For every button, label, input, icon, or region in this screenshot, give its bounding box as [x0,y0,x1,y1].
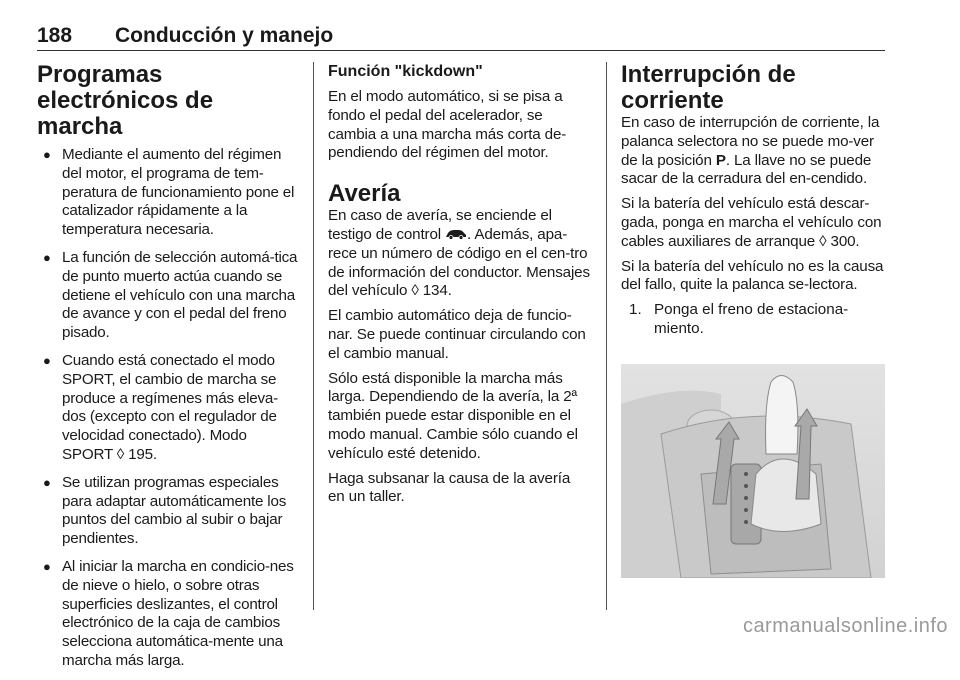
column-kickdown-fault [328,62,590,513]
bullet-icon: ● [43,558,51,574]
averia-heading: Avería [328,180,401,208]
power-paragraph: Si la batería del vehículo no es la causa del fallo, quite la palanca se-lectora. [621,257,884,294]
list-item: ● La función de selección automá-tica de punto muerto actúa cuando se detiene el vehículo con una marcha de avance y con el pedal del freno pisado. [43,248,298,342]
bullet-list [37,146,299,671]
list-item: ● Al iniciar la marcha en condicio-nes de nieve o hielo, o sobre otras superficies deslizantes, el control electrónico de la caja de cambios selecciona automática-mente una marcha más larga. [43,557,294,669]
gear-lever-drawing [621,364,885,578]
watermark: carmanualsonline.info [742,615,948,637]
power-paragraph: Si la batería del vehículo está descar-gada, ponga en marcha el vehículo con cables auxiliares de arranque ◊ 300. [621,195,882,250]
list-item: ● Cuando está conectado el modo SPORT, el cambio de marcha se produce a regímenes más eleva-dos (excepto con el regulador de velocidad conectado). Modo SPORT ◊ 195. [43,351,279,463]
section-heading: Programas electrónicos de marcha [37,61,214,140]
kickdown-text: En el modo automático, si se pisa a fondo el pedal del acelerador, se cambia a una marcha más corta de-pendiendo del régimen del motor. [328,88,567,162]
page-number: 188 [37,24,73,47]
averia-paragraph: Haga subsanar la causa de la avería en un taller. [328,469,571,506]
page-title: Conducción y manejo [115,24,334,47]
position-p-label: P [715,151,726,169]
column-power-interruption [621,62,885,339]
step-text: Ponga el freno de estaciona-miento. [654,301,849,337]
gear-lever-illustration [621,364,885,578]
page-header [37,20,885,52]
bullet-icon: ● [43,147,51,162]
column-divider [606,62,607,610]
averia-paragraph: Sólo está disponible la marcha más larga. Dependiendo de la avería, la 2ª también puede estar disponible en el modo manual. Cambie sólo cuando el vehículo esté detenido. [328,369,578,462]
bullet-icon: ● [43,474,51,490]
column-electronic-programs [37,62,299,680]
power-paragraph: En caso de interrupción de corriente, la palanca selectora no se puede mo-ver de la posición P. La llave no se puede sacar de la cerradura del en-cendido. [621,114,880,188]
list-item: ● Se utilizan programas especiales para adaptar automáticamente los puntos del cambio al subir o bajar pendientes. [43,473,287,548]
column-divider [313,62,314,610]
section-heading: Interrupción de corriente [621,61,796,114]
bullet-icon: ● [43,352,51,368]
kickdown-heading: Función "kickdown" [328,63,483,80]
car-warning-icon [445,228,467,240]
list-item: ● Mediante el aumento del régimen del motor, el programa de tem-peratura de funcionamiento pone el catalizador rápidamente a la temperatura necesaria. [43,146,295,239]
bullet-icon: ● [43,249,51,265]
averia-paragraph: El cambio automático deja de funcio-nar. Se puede continuar circulando con el cambio manual. [328,307,586,362]
step-item [629,301,885,339]
header-rule [37,50,885,51]
step-number: 1. [629,301,642,319]
averia-paragraph: En caso de avería, se enciende el testigo de control . Además, apa-rece un número de código en el cen-tro de información del conductor. Mensajes del vehículo ◊ 134. [328,207,590,300]
